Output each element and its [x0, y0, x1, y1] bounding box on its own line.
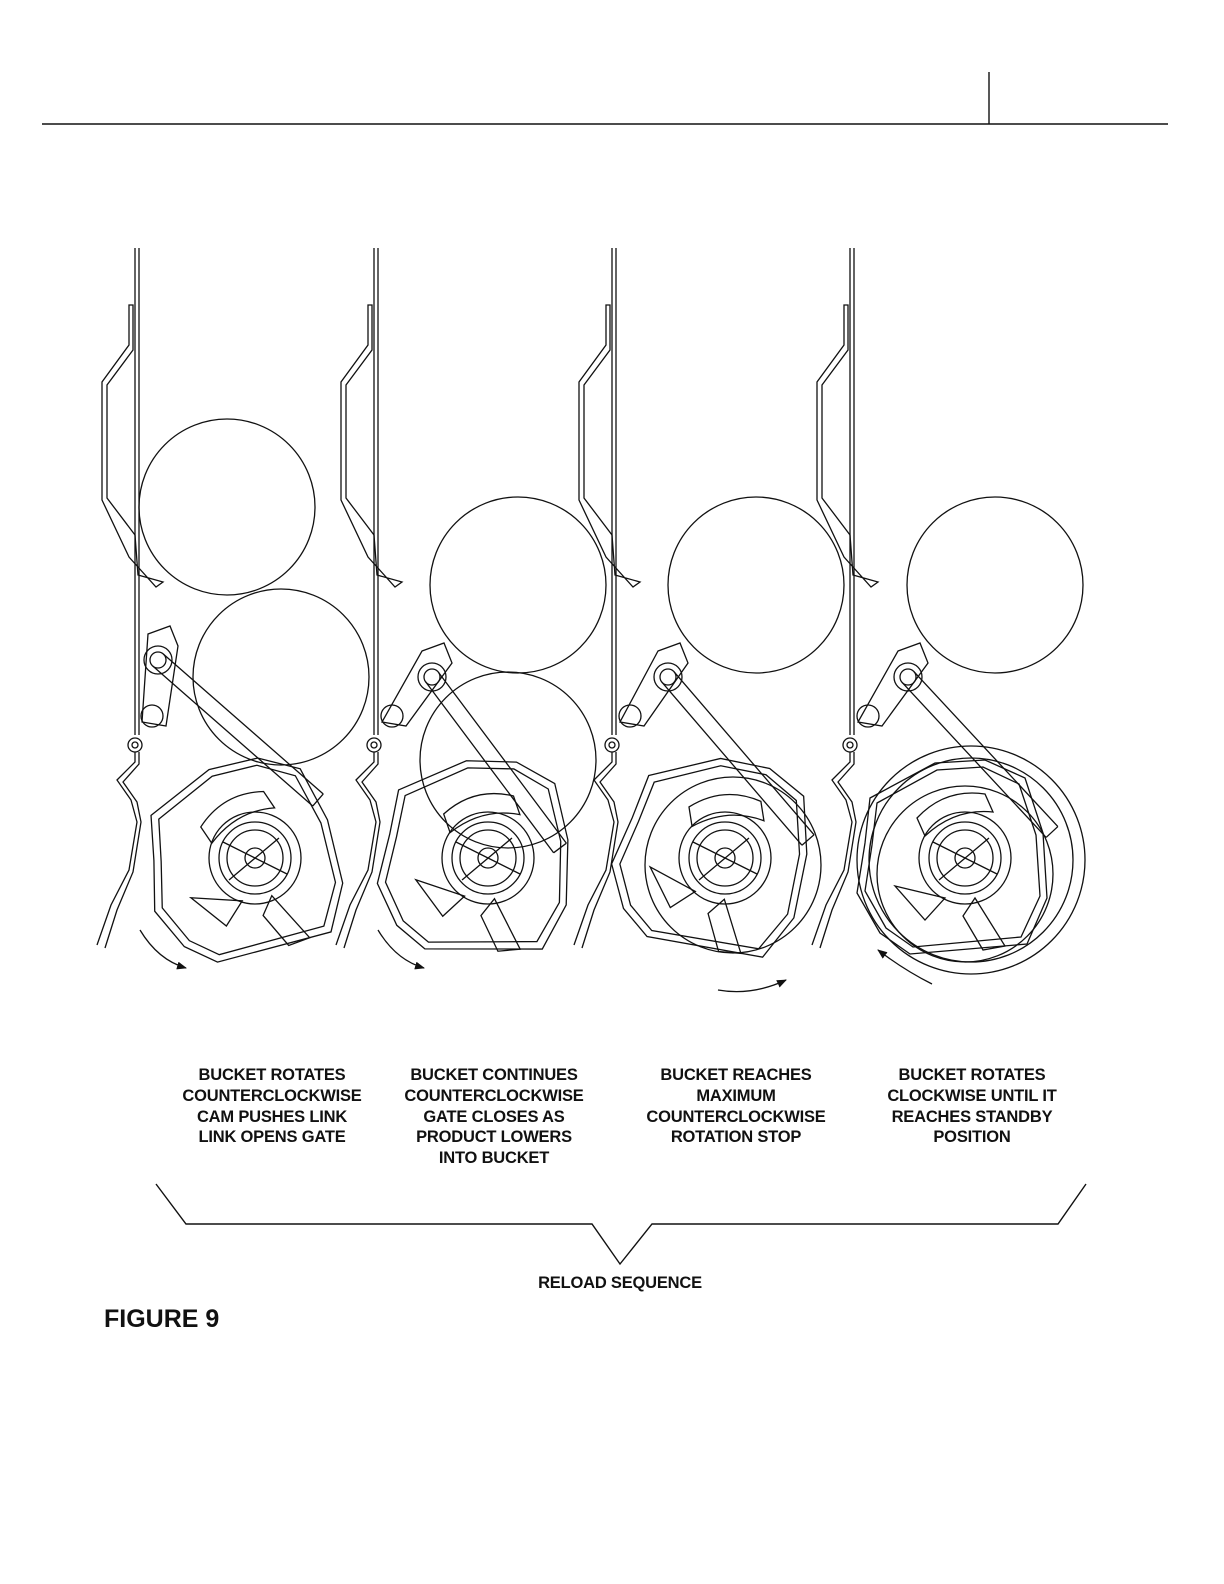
stage-2-cam-tooth: [413, 880, 466, 918]
stage-1-cam-tooth: [191, 889, 246, 931]
stage-2-bucket: [372, 751, 578, 961]
stage-1-pivot-pin-center: [132, 742, 138, 748]
stage-3-rotation-arrow: [718, 980, 786, 992]
figure-label: FIGURE 9: [104, 1305, 220, 1333]
stage-4-chute-wall: [812, 752, 856, 948]
stage-3-gate: [579, 305, 640, 587]
stage-1-rotation-arrow: [140, 930, 186, 968]
stage-3-pivot-pin: [605, 738, 619, 752]
stage-1-bucket-outline: [132, 747, 353, 971]
stage-2-gate: [341, 305, 402, 587]
stage-1-cam-foot: [260, 890, 310, 949]
stage-1-cam-arm: [142, 626, 178, 726]
stage-1-pivot-pin: [128, 738, 142, 752]
stage-2-product-upper: [430, 497, 606, 673]
stage-2-rotation-arrow: [378, 930, 424, 968]
stage-2-chute-wall: [336, 752, 380, 948]
stage-4-outer-ring-2: [857, 746, 1085, 974]
stage-4-product-upper: [907, 497, 1083, 673]
stage-2-pivot-pin: [367, 738, 381, 752]
stage-1-chute-wall: [97, 752, 141, 948]
stage-2-bucket-inner: [381, 759, 571, 954]
stage-3-cam-tooth: [641, 867, 698, 913]
stage-1-caption: BUCKET ROTATES COUNTERCLOCKWISE CAM PUSHES LINK LINK OPENS GATE: [182, 1066, 362, 1147]
stage-2-link-bar: [426, 672, 567, 853]
stage-3-caption: BUCKET REACHES MAXIMUM COUNTERCLOCKWISE ROTATION STOP: [646, 1066, 826, 1147]
stage-2-mechanism: [336, 248, 606, 968]
stage-3-chute-wall: [574, 752, 618, 948]
stage-4-bucket-inner: [865, 767, 1040, 947]
stage-1-product-upper: [139, 419, 315, 595]
stage-2-guide-rail: [374, 248, 378, 735]
stage-2-bucket-outline: [372, 751, 578, 961]
stage-4-cam-tooth: [895, 886, 945, 920]
stage-2-pivot-pin-center: [371, 742, 377, 748]
stage-3-product-upper: [668, 497, 844, 673]
stage-4-pivot-pin-center: [847, 742, 853, 748]
page-header-rule: [42, 72, 1168, 124]
stage-3-link-bar: [662, 672, 814, 845]
stage-2-cam-foot: [478, 898, 524, 953]
stage-4-caption: BUCKET ROTATES CLOCKWISE UNTIL IT REACHES STANDBY POSITION: [887, 1066, 1057, 1147]
stage-2-cam-arm: [382, 643, 452, 726]
stage-3-bucket: [596, 735, 830, 972]
stage-1-mechanism: [97, 248, 369, 971]
stage-1-guide-rail: [135, 248, 139, 735]
stage-4-link-bar: [902, 672, 1058, 838]
stage-1-bucket: [132, 747, 353, 971]
stage-4-cam-arm: [858, 643, 928, 726]
stage-1-link-bar: [153, 654, 324, 806]
stage-1-product-lower: [193, 589, 369, 765]
stage-3-cam-foot: [699, 896, 753, 957]
stage-4-rotation-arrow: [878, 950, 932, 984]
stage-4-gate: [817, 305, 878, 587]
reload-sequence-label: RELOAD SEQUENCE: [538, 1274, 702, 1292]
stage-3-bucket-outline: [596, 735, 830, 972]
stage-4-bucket: [857, 760, 1047, 954]
stage-4-guide-rail: [850, 248, 854, 735]
sequence-brace: [156, 1184, 1086, 1264]
stage-1-gate: [102, 305, 163, 587]
stage-4-pivot-pin: [843, 738, 857, 752]
stage-4-outer-ring-1: [869, 758, 1073, 962]
stage-3-pivot-pin-center: [609, 742, 615, 748]
stage-2-caption: BUCKET CONTINUES COUNTERCLOCKWISE GATE CLOSES AS PRODUCT LOWERS INTO BUCKET: [404, 1066, 584, 1168]
stage-3-mechanism: [574, 248, 844, 992]
stage-3-guide-rail: [612, 248, 616, 735]
stage-4-mechanism: [812, 248, 1085, 984]
stage-3-cam-arm: [620, 643, 688, 726]
stage-4-bucket-outline: [857, 760, 1047, 954]
